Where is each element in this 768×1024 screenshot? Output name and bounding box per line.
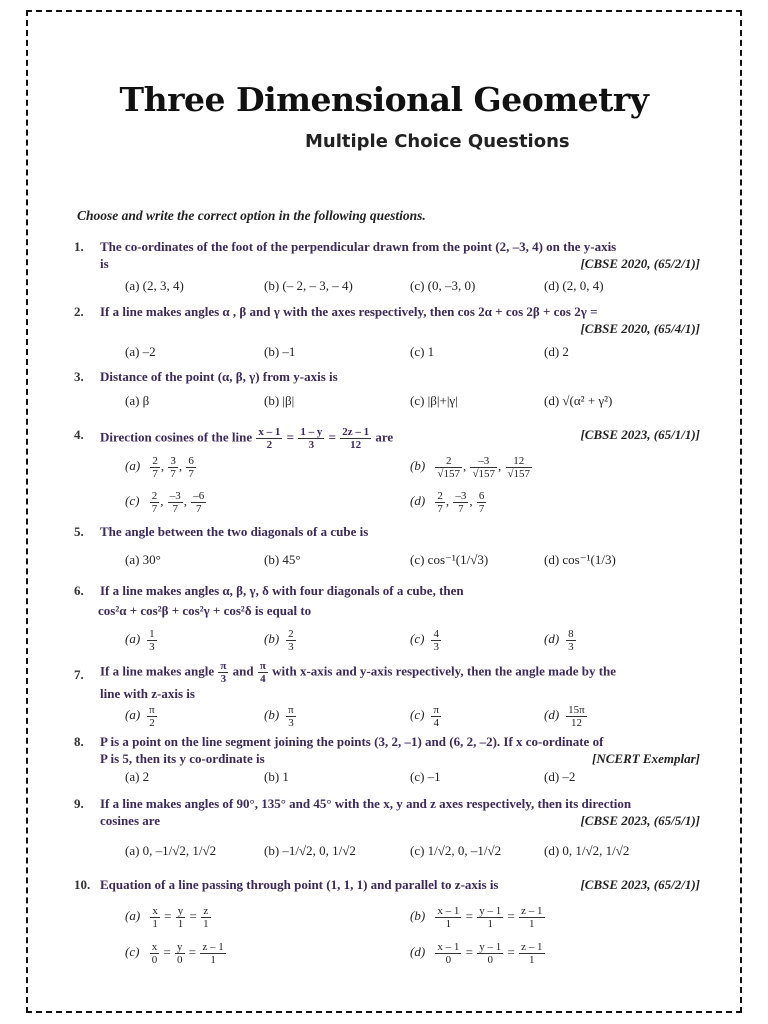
option-a: (a) $\frac{\pi}{2}$ xyxy=(125,704,155,729)
option-a: (a) 0, –1/√2, 1/√2 xyxy=(125,843,217,858)
question-2 xyxy=(74,303,700,337)
question-text-line2: is [CBSE 2020, (65/2/1)] xyxy=(100,256,700,271)
question-number: 5. xyxy=(74,524,84,539)
option-d: (d) 2 xyxy=(544,344,569,359)
question-text: Distance of the point (α, β, γ) from y-axis is xyxy=(100,369,338,384)
question-10 xyxy=(74,876,700,893)
question-text: If a line makes angles α, β, γ, δ with four diagonals of a cube, then xyxy=(100,583,464,598)
option-a: (a) $\frac{1}{3}$ xyxy=(125,628,155,653)
source-tag: [NCERT Exemplar] xyxy=(592,751,700,766)
option-d: (d) √(α² + γ²) xyxy=(544,393,613,408)
question-text-line2: P is 5, then its y co-ordinate is [NCERT Exemplar] xyxy=(100,751,700,766)
question-text: P is a point on the line segment joining the points (3, 2, –1) and (6, 2, –2). If x co-ordinate of xyxy=(100,734,604,749)
question-number: 7. xyxy=(74,667,84,682)
option-b: (b) $\frac{\pi}{3}$ xyxy=(264,704,294,729)
option-b: (b) |β| xyxy=(264,393,295,408)
source-tag: [CBSE 2023, (65/5/1)] xyxy=(580,813,700,828)
option-c: (c) cos⁻¹(1/√3) xyxy=(410,552,489,567)
question-text: The angle between the two diagonals of a cube is xyxy=(100,524,369,539)
option-d: (d) –2 xyxy=(544,769,576,784)
option-c: (c) $\frac{\pi}{4}$ xyxy=(410,704,439,729)
option-b: (b) $\frac{2}{3}$ xyxy=(264,628,294,653)
option-d: (d) $\frac{2}{7}$ , $\frac{-3}{7}$ , $\frac{6}{7}$ xyxy=(410,490,485,515)
option-c: (c) 1/√2, 0, –1/√2 xyxy=(410,843,502,858)
question-text-line2: line with z-axis is xyxy=(100,686,195,701)
question-1 xyxy=(74,238,700,272)
option-c: (c) $\frac{4}{3}$ xyxy=(410,628,439,653)
question-9 xyxy=(74,795,700,829)
question-5 xyxy=(74,523,700,540)
option-a: (a) (2, 3, 4) xyxy=(125,278,184,293)
option-c: (c) (0, –3, 0) xyxy=(410,278,476,293)
question-3 xyxy=(74,368,700,385)
question-text-line2: cosines are [CBSE 2023, (65/5/1)] xyxy=(100,813,700,828)
question-number: 2. xyxy=(74,304,84,319)
instructions: Choose and write the correct option in the following questions. xyxy=(77,208,426,223)
question-number: 4. xyxy=(74,427,84,442)
option-c: (c) –1 xyxy=(410,769,441,784)
source-tag: [CBSE 2023, (65/2/1)] xyxy=(580,877,700,892)
option-a: (a) 30° xyxy=(125,552,161,567)
page-title: Three Dimensional Geometry xyxy=(119,80,649,119)
question-number: 1. xyxy=(74,239,84,254)
option-d: (d) (2, 0, 4) xyxy=(544,278,604,293)
option-a: (a) $\frac{2}{7}$ , $\frac{3}{7}$ , $\frac{6}{7}$ xyxy=(125,455,194,480)
question-number: 10. xyxy=(74,877,91,892)
option-b: (b) (– 2, – 3, – 4) xyxy=(264,278,353,293)
option-d: (d) 0, 1/√2, 1/√2 xyxy=(544,843,630,858)
option-a: (a) $\frac{x}{1}$ = $\frac{y}{1}$ = $\frac{z}{1}$ xyxy=(125,905,209,930)
question-number: 3. xyxy=(74,369,84,384)
source-tag: [CBSE 2023, (65/1/1)] xyxy=(580,427,700,442)
option-b: (b) $\frac{2}{√157}$ , $\frac{-3}{√157}$ , $\frac{12}{√157}$ xyxy=(410,455,531,480)
question-text: The co-ordinates of the foot of the perpendicular drawn from the point (2, –3, 4) on the y-axis xyxy=(100,239,617,254)
question-number: 6. xyxy=(74,583,84,598)
question-4: 4. Direction cosines of the line $\frac{x - 1}{2}$ = $\frac{1 - y}{3}$ = $\frac{2z - 1}{12}$ are [CBSE 2023, (65/1/1)] xyxy=(74,426,700,451)
option-c: (c) $\frac{2}{7}$ , $\frac{-3}{7}$ , $\frac{-6}{7}$ xyxy=(125,490,205,515)
option-d: (d) $\frac{15\pi}{12}$ xyxy=(544,704,585,729)
option-d: (d) cos⁻¹(1/3) xyxy=(544,552,616,567)
page-subtitle: Multiple Choice Questions xyxy=(305,131,570,152)
question-number: 9. xyxy=(74,796,84,811)
source-tag: [CBSE 2020, (65/2/1)] xyxy=(580,256,700,271)
option-b: (b) –1 xyxy=(264,344,296,359)
question-text: Equation of a line passing through point (1, 1, 1) and parallel to z-axis is [CBSE 2023, (65/2/1)] xyxy=(100,877,700,892)
question-8 xyxy=(74,733,700,767)
source-tag: [CBSE 2020, (65/4/1)] xyxy=(580,321,700,336)
option-b: (b) 45° xyxy=(264,552,301,567)
question-6 xyxy=(74,582,700,619)
option-d: (d) $\frac{8}{3}$ xyxy=(544,628,574,653)
question-number: 8. xyxy=(74,734,84,749)
question-text-line2: cos²α + cos²β + cos²γ + cos²δ is equal to xyxy=(98,603,312,618)
option-b: (b) $\frac{x - 1}{1}$ = $\frac{y - 1}{1}$ = $\frac{z - 1}{1}$ xyxy=(410,905,543,930)
option-c: (c) 1 xyxy=(410,344,435,359)
question-text: If a line makes angle $\frac{\pi}{3}$ and $\frac{\pi}{4}$ with x-axis and y-axis respectively, then the angle made by the xyxy=(100,660,617,685)
option-c: (c) $\frac{x}{0}$ = $\frac{y}{0}$ = $\frac{z - 1}{1}$ xyxy=(125,941,224,966)
question-text: Direction cosines of the line xyxy=(100,429,253,445)
option-a: (a) 2 xyxy=(125,769,150,784)
option-b: (b) –1/√2, 0, 1/√2 xyxy=(264,843,356,858)
option-a: (a) –2 xyxy=(125,344,156,359)
option-b: (b) 1 xyxy=(264,769,289,784)
option-a: (a) β xyxy=(125,393,150,408)
question-text: If a line makes angles of 90°, 135° and 45° with the x, y and z axes respectively, then its direction xyxy=(100,796,632,811)
option-d: (d) $\frac{x - 1}{0}$ = $\frac{y - 1}{0}$ = $\frac{z - 1}{1}$ xyxy=(410,941,543,966)
question-7 xyxy=(74,660,700,702)
question-text: If a line makes angles α , β and γ with the axes respectively, then cos 2α + cos 2β + cos 2γ = xyxy=(100,304,598,319)
option-c: (c) |β|+|γ| xyxy=(410,393,458,408)
